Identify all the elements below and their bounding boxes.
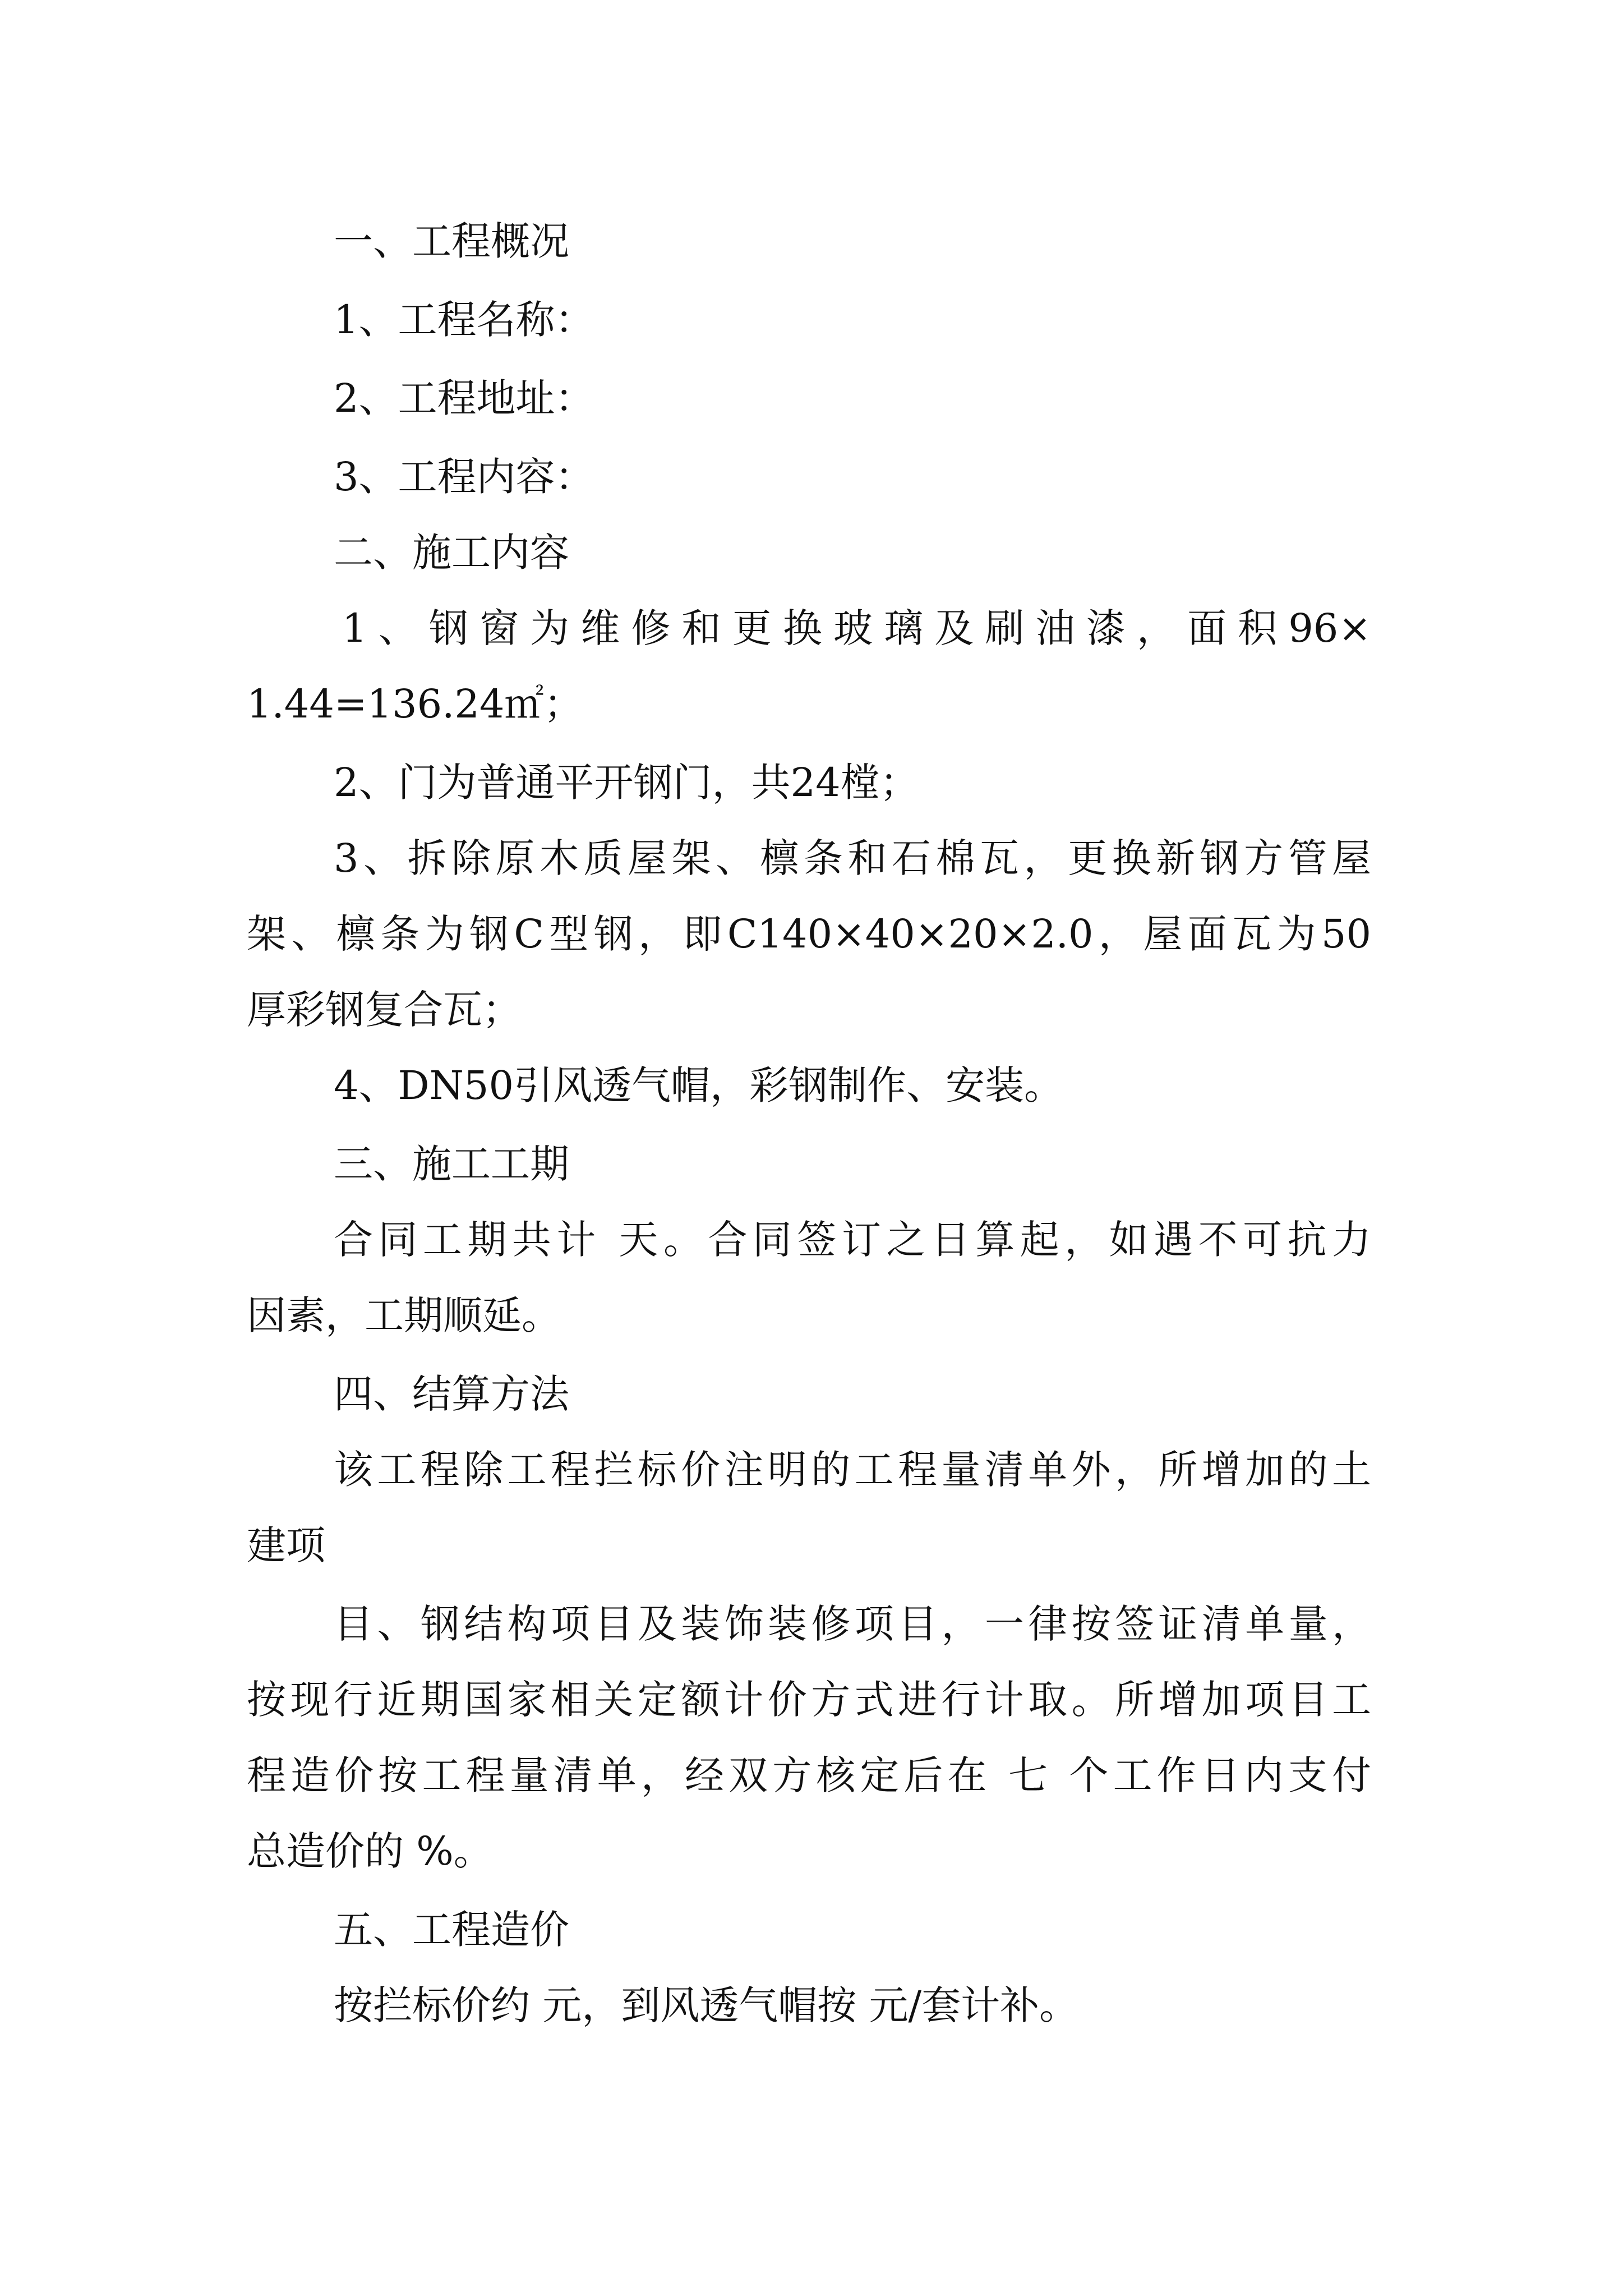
content-item-2: 2、门为普通平开钢门，共24樘； (334, 760, 919, 806)
settlement-line-2: 建项 (247, 1522, 325, 1568)
content-item-3-line-3: 厚彩钢复合瓦； (247, 987, 522, 1033)
overview-item-content: 3、工程内容： (334, 454, 594, 500)
content-item-3-line-1: 3、拆除原木质屋架、檩条和石棉瓦，更换新钢方管屋 (334, 835, 1371, 881)
content-item-4: 4、DN50引风透气帽，彩钢制作、安装。 (334, 1062, 1063, 1108)
schedule-line-1: 合同工期共计 天。合同签订之日算起，如遇不可抗力 (334, 1217, 1371, 1263)
schedule-line-2: 因素，工期顺延。 (247, 1292, 561, 1338)
settlement-line-1: 该工程除工程拦标价注明的工程量清单外，所增加的土 (334, 1447, 1371, 1493)
section-heading-cost: 五、工程造价 (334, 1907, 569, 1953)
content-item-3-line-2: 架、檩条为钢C型钢，即C140×40×20×2.0，屋面瓦为50 (247, 911, 1371, 957)
settlement-line-5: 程造价按工程量清单，经双方核定后在 七 个工作日内支付 (247, 1752, 1371, 1798)
content-item-1-line-1: 1、钢窗为维修和更换玻璃及刷油漆，面积96× (342, 605, 1371, 651)
section-heading-schedule: 三、施工工期 (334, 1141, 569, 1187)
settlement-line-6: 总造价的 %。 (247, 1828, 493, 1874)
settlement-line-4: 按现行近期国家相关定额计价方式进行计取。所增加项目工 (247, 1677, 1371, 1723)
content-item-1-line-2: 1.44=136.24㎡； (247, 681, 583, 727)
section-heading-settlement: 四、结算方法 (334, 1371, 569, 1417)
cost-line-1: 按拦标价约 元，到风透气帽按 元/套计补。 (334, 1982, 1079, 2028)
section-heading-overview: 一、工程概况 (334, 218, 569, 264)
overview-item-address: 2、工程地址： (334, 375, 594, 421)
section-heading-content: 二、施工内容 (334, 530, 569, 576)
settlement-line-3: 目、钢结构项目及装饰装修项目，一律按签证清单量， (334, 1601, 1371, 1647)
overview-item-name: 1、工程名称： (334, 297, 594, 343)
